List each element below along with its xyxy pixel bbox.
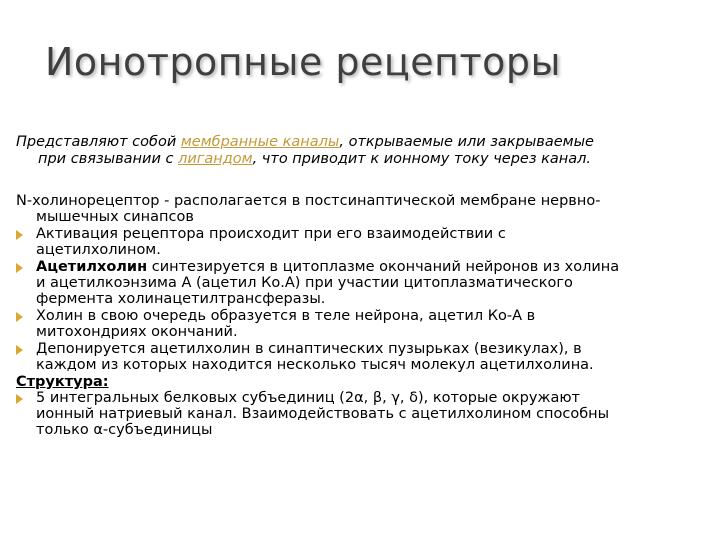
bullet-line: ионный натриевый канал. Взаимодействовать с ацетилхолином способны xyxy=(36,406,610,422)
n-receptor-text-line-2: мышечных синапсов xyxy=(36,209,194,225)
acetylcholine-term: Ацетилхолин xyxy=(36,259,148,275)
bullet-line: и ацетилкоэнзима А (ацетил Ко.А) при участии цитоплазматического xyxy=(36,275,573,291)
bullet-line: ацетилхолином. xyxy=(36,242,161,258)
bullet-item xyxy=(16,259,706,307)
intro-line-2 xyxy=(16,151,706,168)
structure-heading: Структура: xyxy=(16,374,109,390)
intro-text: , открываемые или закрываемые xyxy=(339,134,594,150)
bullet-line: Активация рецептора происходит при его взаимодействии с xyxy=(36,226,506,242)
n-receptor-text: располагается в постсинаптической мембране нервно- xyxy=(173,193,601,209)
triangle-right-bullet-icon xyxy=(16,230,23,240)
ligand-link[interactable]: лигандом xyxy=(178,151,253,167)
dash: - xyxy=(159,193,174,209)
bullet-line: только α-субъединицы xyxy=(36,422,213,438)
intro-text: при связывании с xyxy=(38,151,179,167)
membrane-channels-link[interactable]: мембранные каналы xyxy=(180,134,340,150)
bullet-line: каждом из которых находится несколько тысяч молекул ацетилхолина. xyxy=(36,357,594,373)
intro-text: , что приводит к ионному току через канал. xyxy=(252,151,592,167)
bullet-item xyxy=(16,390,706,438)
bullet-item xyxy=(16,341,706,373)
n-receptor-paragraph xyxy=(16,193,706,225)
bullet-item xyxy=(16,308,706,340)
bullet-line: митохондриях окончаний. xyxy=(36,324,238,340)
slide-content xyxy=(16,193,706,439)
bullet-line: Холин в свою очередь образуется в теле нейрона, ацетил Ко-А в xyxy=(36,308,536,324)
triangle-right-bullet-icon xyxy=(16,312,23,322)
slide-title: Ионотропные рецепторы xyxy=(45,40,562,84)
bullet-line: фермента холинацетилтрансферазы. xyxy=(36,291,326,307)
bullet-line: 5 интегральных белковых субъединиц (2α, β, γ, δ), которые окружают xyxy=(36,390,581,406)
intro-text: Представляют собой xyxy=(16,134,181,150)
intro-line-1 xyxy=(16,134,706,151)
triangle-right-bullet-icon xyxy=(16,263,23,273)
triangle-right-bullet-icon xyxy=(16,345,23,355)
bullet-line: Депонируется ацетилхолин в синаптических пузырьках (везикулах), в xyxy=(36,341,582,357)
bullet-item xyxy=(16,226,706,258)
triangle-right-bullet-icon xyxy=(16,394,23,404)
n-receptor-term: N-холинорецептор xyxy=(16,193,160,209)
intro-paragraph xyxy=(16,134,706,168)
bullet-line: синтезируется в цитоплазме окончаний нейронов из холина xyxy=(147,259,620,275)
